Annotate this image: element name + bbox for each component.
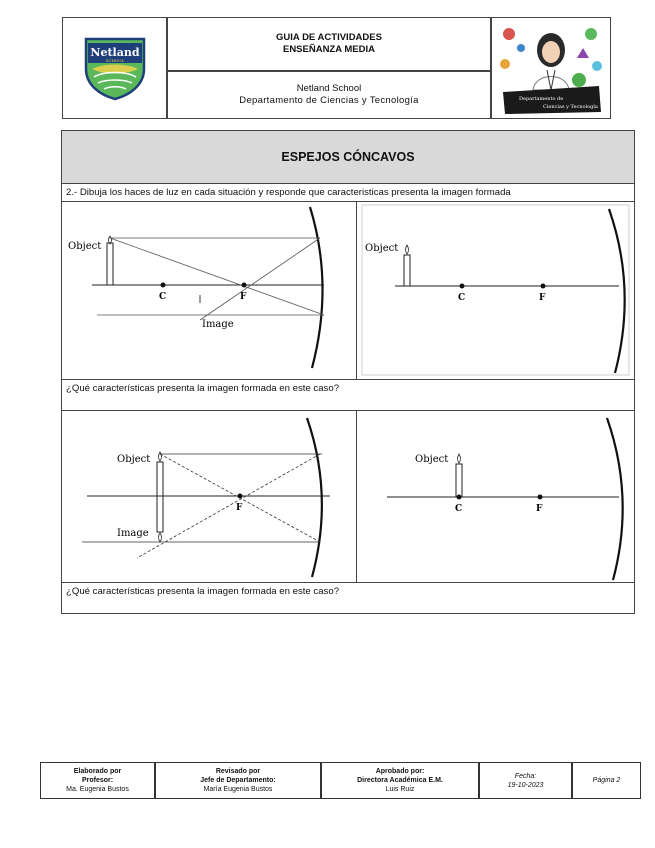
- illustration-caption-2: Ciencias y Tecnología: [543, 104, 598, 110]
- object-candle: [404, 255, 410, 286]
- ray-through-focus: [110, 238, 324, 315]
- focal-point: [242, 283, 247, 288]
- flame-icon: [159, 452, 162, 461]
- diagram-object-at-c-blank: [357, 412, 634, 582]
- illustration-caption-1: Departamento de: [519, 96, 564, 102]
- instruction-row: [61, 184, 635, 202]
- footer-page-cell: [572, 762, 641, 799]
- footer-elaborated-name: Ma. Eugenia Bustos: [66, 786, 129, 793]
- object-candle: [157, 462, 163, 496]
- footer-date-label: Fecha:: [514, 772, 537, 780]
- school-name: Netland School: [296, 83, 362, 94]
- question-1-text: ¿Qué características presenta la imagen formada en este caso?: [66, 383, 340, 394]
- footer-reviewed-role: Jefe de Departamento:: [200, 777, 276, 784]
- footer-approved-cell: [321, 762, 479, 799]
- image-label: Image: [202, 319, 234, 330]
- concave-mirror: [607, 418, 623, 580]
- footer-approved-name: Luis Ruiz: [385, 786, 415, 793]
- focal-point: [238, 494, 243, 499]
- worksheet-title: ESPEJOS CÓNCAVOS: [281, 150, 415, 164]
- object-label: Object: [415, 454, 449, 465]
- footer-reviewed-name: María Eugenia Bustos: [203, 786, 273, 793]
- focal-point: [541, 284, 546, 289]
- diagram-object-beyond-c-blank: [357, 203, 634, 379]
- question-row-1: [61, 380, 635, 411]
- image-label: Image: [117, 528, 149, 539]
- object-candle: [107, 243, 113, 285]
- science-department-illustration: [495, 20, 607, 116]
- netland-school-logo: [80, 35, 150, 101]
- object-label: Object: [365, 243, 399, 254]
- worksheet-title-row: [61, 130, 635, 184]
- c-label: C: [458, 293, 466, 303]
- school-cell: [167, 71, 491, 119]
- logo-cell: [62, 17, 167, 119]
- center-point: [457, 495, 462, 500]
- inverted-flame-icon: [159, 533, 162, 542]
- department-image-cell: [491, 17, 611, 119]
- footer-elaborated-label: Elaborado por: [73, 768, 122, 775]
- instruction-text: 2.- Dibuja los haces de luz en cada situación y responde que caracteristicas presenta la imagen formada: [66, 187, 511, 198]
- footer-elaborated-cell: [40, 762, 155, 799]
- concave-mirror: [609, 209, 625, 373]
- center-point: [460, 284, 465, 289]
- footer-page-number: Página 2: [592, 777, 621, 784]
- flame-icon: [458, 454, 461, 463]
- question-row-2: [61, 583, 635, 614]
- footer-approved-role: Directora Académica E.M.: [357, 777, 443, 784]
- f-label: F: [536, 504, 543, 514]
- ray-reflected-focus: [200, 238, 320, 320]
- flame-icon: [406, 245, 409, 254]
- footer-date-cell: [479, 762, 572, 799]
- concave-mirror: [307, 418, 322, 577]
- footer-approved-label: Aprobado por:: [375, 768, 425, 775]
- department-name: Departamento de Ciencias y Tecnología: [239, 95, 419, 106]
- f-label: F: [240, 292, 247, 302]
- title-cell: [167, 17, 491, 71]
- footer-elaborated-role: Profesor:: [81, 777, 114, 784]
- header-title-line2: ENSEÑANZA MEDIA: [282, 44, 375, 55]
- diagram-object-at-c: [62, 412, 355, 582]
- concave-mirror: [310, 207, 323, 368]
- center-point: [161, 283, 166, 288]
- footer-date-value: 19-10-2023: [507, 781, 544, 789]
- diagram-object-beyond-c: [62, 203, 355, 379]
- c-label: C: [455, 504, 463, 514]
- object-candle: [456, 464, 462, 497]
- drawing-frame: [362, 205, 629, 375]
- logo-subtext: SCHOOL: [105, 58, 124, 63]
- question-2-text: ¿Qué características presenta la imagen formada en este caso?: [66, 586, 340, 597]
- f-label: F: [539, 293, 546, 303]
- header-title-line1: GUIA DE ACTIVIDADES: [276, 32, 382, 43]
- object-label: Object: [68, 241, 102, 252]
- ray-reflected-focus: [137, 454, 320, 558]
- footer-reviewed-cell: [155, 762, 321, 799]
- f-label: F: [236, 503, 243, 513]
- c-label: C: [159, 292, 167, 302]
- footer-reviewed-label: Revisado por: [215, 768, 261, 775]
- image-candle: [157, 496, 163, 532]
- focal-point: [538, 495, 543, 500]
- logo-text: Netland: [89, 46, 140, 59]
- object-label: Object: [117, 454, 151, 465]
